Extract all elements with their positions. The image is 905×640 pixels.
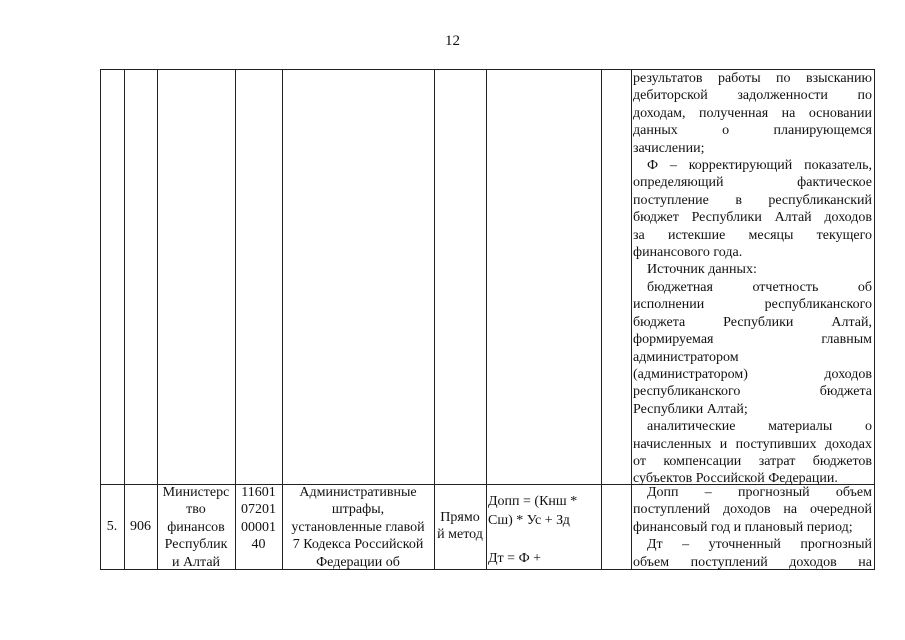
description-line: Республики Алтай; [633,401,748,417]
kbk-line: 00001 [241,519,276,535]
kbk-line: 07201 [241,502,276,518]
formula-line [488,530,601,549]
description-line: аналитические материалы о [647,419,872,435]
description-line: администратором [633,349,739,365]
method-line: Прямо [440,510,480,525]
kbk-line: 11601 [241,485,276,500]
description-line: бюджетная отчетность об [647,279,872,295]
description-line: за истекшие месяцы текущего [633,227,872,243]
kbk-code [235,484,282,554]
formula-line: Допп = (Кнш * [488,494,578,509]
description-line: формируемая главным [633,332,872,348]
description-line: начисленных и поступивших доходах [633,436,872,452]
description-line: финансового года. [633,245,743,261]
description-line: финансовый год и плановый период; [633,519,853,535]
method [434,509,486,544]
description-line: республиканского бюджета [633,384,872,400]
admin-name-line: Министерс [162,485,230,500]
description-line: бюджет Республики Алтай доходов [633,210,872,226]
description-line: субъектов Российской Федерации. [633,471,838,487]
income-name [282,484,434,571]
formula-line: Дт = Ф + [488,551,542,566]
table-col-divider [124,69,125,570]
income-name-line: Федерации об [316,554,400,570]
description-line: Допп – прогнозный объем [647,485,872,500]
description-line: от компенсации затрат бюджетов [633,453,872,469]
income-name-line: Административные [299,485,417,500]
row-number: 5. [106,519,118,534]
income-name-line: 7 Кодекса Российской [292,537,424,553]
table-col-divider [601,69,602,570]
description-line: доходам, полученная на основании [633,105,872,121]
income-name-line: штрафы, [331,502,385,518]
description-line: Дт – уточненный прогнозный [647,537,872,553]
description-line: исполнении республиканского [633,297,872,313]
kbk-line: 40 [251,537,266,553]
description-line: Источник данных: [647,262,757,278]
description-line: Ф – корректирующий показатель, [647,158,872,174]
row5-description [633,484,872,571]
continued-description [633,70,872,488]
admin-name-line: Республик [164,537,228,553]
description-line: результатов работы по взысканию [633,71,872,86]
admin-name-line: и Алтай [171,554,221,570]
description-line: (администратором) доходов [633,366,872,382]
table-col-divider [631,69,632,570]
table-border-left [100,69,101,570]
admin-name [157,484,235,571]
description-line: поступлений доходов на очередной [633,502,872,518]
description-line: дебиторской задолженности по [633,88,872,104]
table-col-divider [434,69,435,570]
admin-name-line: финансов [167,519,225,535]
description-line: данных о планирующемся [633,123,872,139]
admin-code: 906 [130,519,151,534]
description-line: поступление в республиканский [633,192,872,208]
admin-name-line: тво [186,502,206,518]
description-line: объем поступлений доходов на [633,554,872,570]
table-border-right [874,69,875,570]
method-line: й метод [437,527,483,543]
formula [488,492,601,568]
formula-line: Сш) * Ус + Зд [488,513,570,528]
description-line: определяющий фактическое [633,175,872,191]
table-col-divider [486,69,487,570]
description-line: бюджета Республики Алтай, [633,314,872,330]
page-number: 12 [445,33,460,49]
description-line: зачислении; [633,140,705,156]
income-name-line: установленные главой [291,519,425,535]
